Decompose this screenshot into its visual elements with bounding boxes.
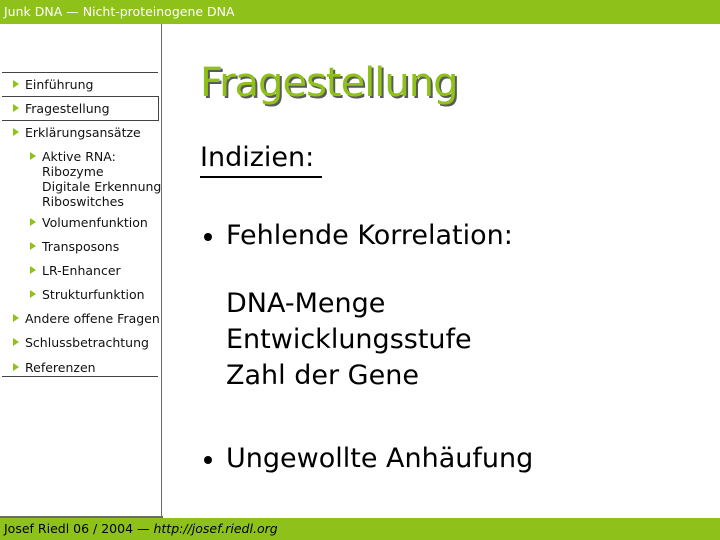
triangle-right-icon	[30, 290, 36, 298]
subheading-underline	[200, 176, 322, 178]
bullet-item: Ungewollte Anhäufung	[226, 443, 534, 474]
bullet-subitem: Entwicklungsstufe	[226, 324, 472, 355]
header-bar	[0, 0, 720, 24]
bullet-dot-icon	[204, 233, 212, 241]
nav-divider	[2, 120, 158, 121]
bullet-subitem: Zahl der Gene	[226, 360, 419, 391]
slide-title: Fragestellung	[200, 60, 458, 106]
presentation-title: Junk DNA — Nicht-proteinogene DNA	[4, 4, 235, 19]
bullet-subitem: DNA-Menge	[226, 288, 386, 319]
triangle-right-icon	[13, 314, 19, 322]
sidebar-item-line: Riboswitches	[42, 194, 124, 209]
triangle-right-icon	[13, 104, 19, 112]
triangle-right-icon	[30, 152, 36, 160]
bullet-dot-icon	[204, 456, 212, 464]
nav-divider	[2, 96, 158, 97]
triangle-right-icon	[13, 128, 19, 136]
footer-link[interactable]: http://josef.riedl.org	[153, 521, 278, 536]
nav-divider	[158, 96, 159, 121]
triangle-right-icon	[13, 80, 19, 88]
sidebar-item-line: Aktive RNA:	[42, 149, 116, 164]
triangle-right-icon	[30, 218, 36, 226]
footer-text	[4, 521, 278, 536]
footer-author: Josef Riedl 06 / 2004 —	[4, 521, 150, 536]
sidebar-item-line: Digitale Erkennung	[42, 179, 162, 194]
sidebar-item-line: Ribozyme	[42, 164, 104, 179]
nav-divider	[2, 376, 158, 377]
triangle-right-icon	[30, 242, 36, 250]
triangle-right-icon	[30, 266, 36, 274]
triangle-right-icon	[13, 363, 19, 371]
triangle-right-icon	[13, 338, 19, 346]
bullet-item: Fehlende Korrelation:	[226, 220, 513, 251]
slide-subheading: Indizien:	[200, 142, 315, 173]
nav-divider	[2, 72, 158, 73]
